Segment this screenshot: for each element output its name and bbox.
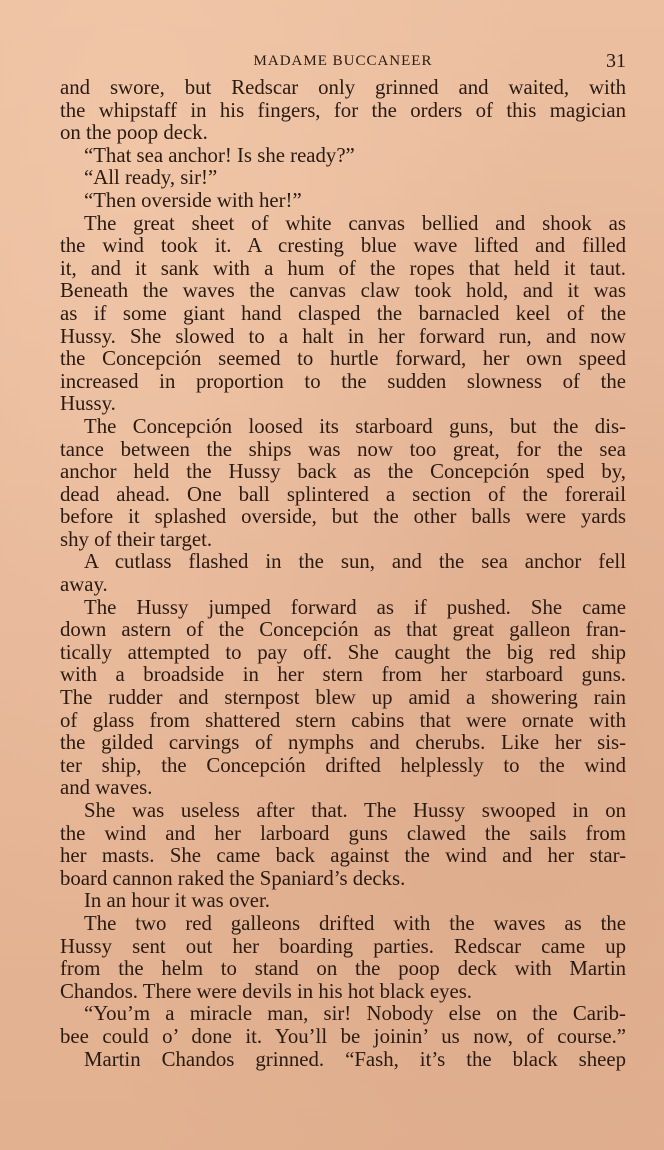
page-number: 31 — [606, 50, 626, 72]
text-line: from the helm to stand on the poop deck with Martin — [60, 957, 626, 981]
text-line: In an hour it was over. — [84, 889, 270, 913]
text-line: “All ready, sir!” — [84, 166, 218, 190]
text-line: Martin Chandos grinned. “Fash, it’s the black sheep — [84, 1047, 626, 1071]
body-text — [60, 77, 626, 1071]
text-line: away. — [60, 573, 108, 597]
text-line: tically attempted to pay off. She caught the big red ship — [60, 640, 626, 664]
text-line: The great sheet of white canvas bellied and shook as — [84, 211, 626, 235]
text-line: increased in proportion to the sudden slowness of the — [60, 369, 626, 393]
text-line: “That sea anchor! Is she ready?” — [84, 143, 355, 167]
text-line: Hussy sent out her boarding parties. Redscar came up — [60, 934, 626, 958]
text-line: of glass from shattered stern cabins that were ornate with — [60, 708, 626, 732]
text-line: The rudder and sternpost blew up amid a showering rain — [60, 686, 626, 710]
text-line: before it splashed overside, but the other balls were yards — [60, 505, 626, 529]
text-line: the wind took it. A cresting blue wave lifted and filled — [60, 234, 626, 258]
text-line: the Concepción seemed to hurtle forward, her own speed — [60, 347, 626, 371]
text-line: shy of their target. — [60, 527, 213, 551]
text-line: The two red galleons drifted with the waves as the — [84, 911, 626, 935]
text-line: “You’m a miracle man, sir! Nobody else on the Carib- — [84, 1002, 626, 1026]
text-line: down astern of the Concepción as that great galleon fran- — [60, 618, 626, 642]
text-line: Hussy. — [60, 392, 116, 416]
text-line: and waves. — [60, 776, 153, 800]
text-line: the wind and her larboard guns clawed the sails from — [60, 821, 626, 845]
text-line: Beneath the waves the canvas claw took hold, and it was — [60, 279, 626, 303]
text-line: as if some giant hand clasped the barnacled keel of the — [60, 301, 626, 325]
text-line: dead ahead. One ball splintered a section of the forerail — [60, 482, 626, 506]
text-line: bee could o’ done it. You’ll be joinin’ us now, of course.” — [60, 1024, 626, 1048]
text-line: Hussy. She slowed to a halt in her forward run, and now — [60, 324, 626, 348]
text-line: ter ship, the Concepción drifted helplessly to the wind — [60, 753, 626, 777]
text-line: Chandos. There were devils in his hot black eyes. — [60, 979, 472, 1003]
text-line: The Hussy jumped forward as if pushed. She came — [84, 595, 626, 619]
text-line: her masts. She came back against the wind and her star- — [60, 844, 626, 868]
text-line: tance between the ships was now too great, for the sea — [60, 437, 626, 461]
text-line: on the poop deck. — [60, 121, 208, 145]
text-line: A cutlass flashed in the sun, and the sea anchor fell — [84, 550, 626, 574]
text-line: anchor held the Hussy back as the Concepción sped by, — [60, 460, 626, 484]
text-line: board cannon raked the Spaniard’s decks. — [60, 866, 406, 890]
running-title: MADAME BUCCANEER — [253, 53, 433, 69]
text-line: “Then overside with her!” — [84, 188, 302, 212]
running-head — [60, 48, 626, 74]
text-line: The Concepción loosed its starboard guns, but the dis- — [84, 414, 626, 438]
text-line: it, and it sank with a hum of the ropes that held it taut. — [60, 256, 626, 280]
text-line: She was useless after that. The Hussy swooped in on — [84, 799, 626, 822]
text-line: with a broadside in her stern from her starboard guns. — [60, 663, 626, 687]
text-line: the gilded carvings of nymphs and cherubs. Like her sis- — [60, 731, 626, 755]
text-line: and swore, but Redscar only grinned and waited, with — [60, 76, 626, 99]
text-line: the whipstaff in his fingers, for the orders of this magician — [60, 98, 626, 122]
